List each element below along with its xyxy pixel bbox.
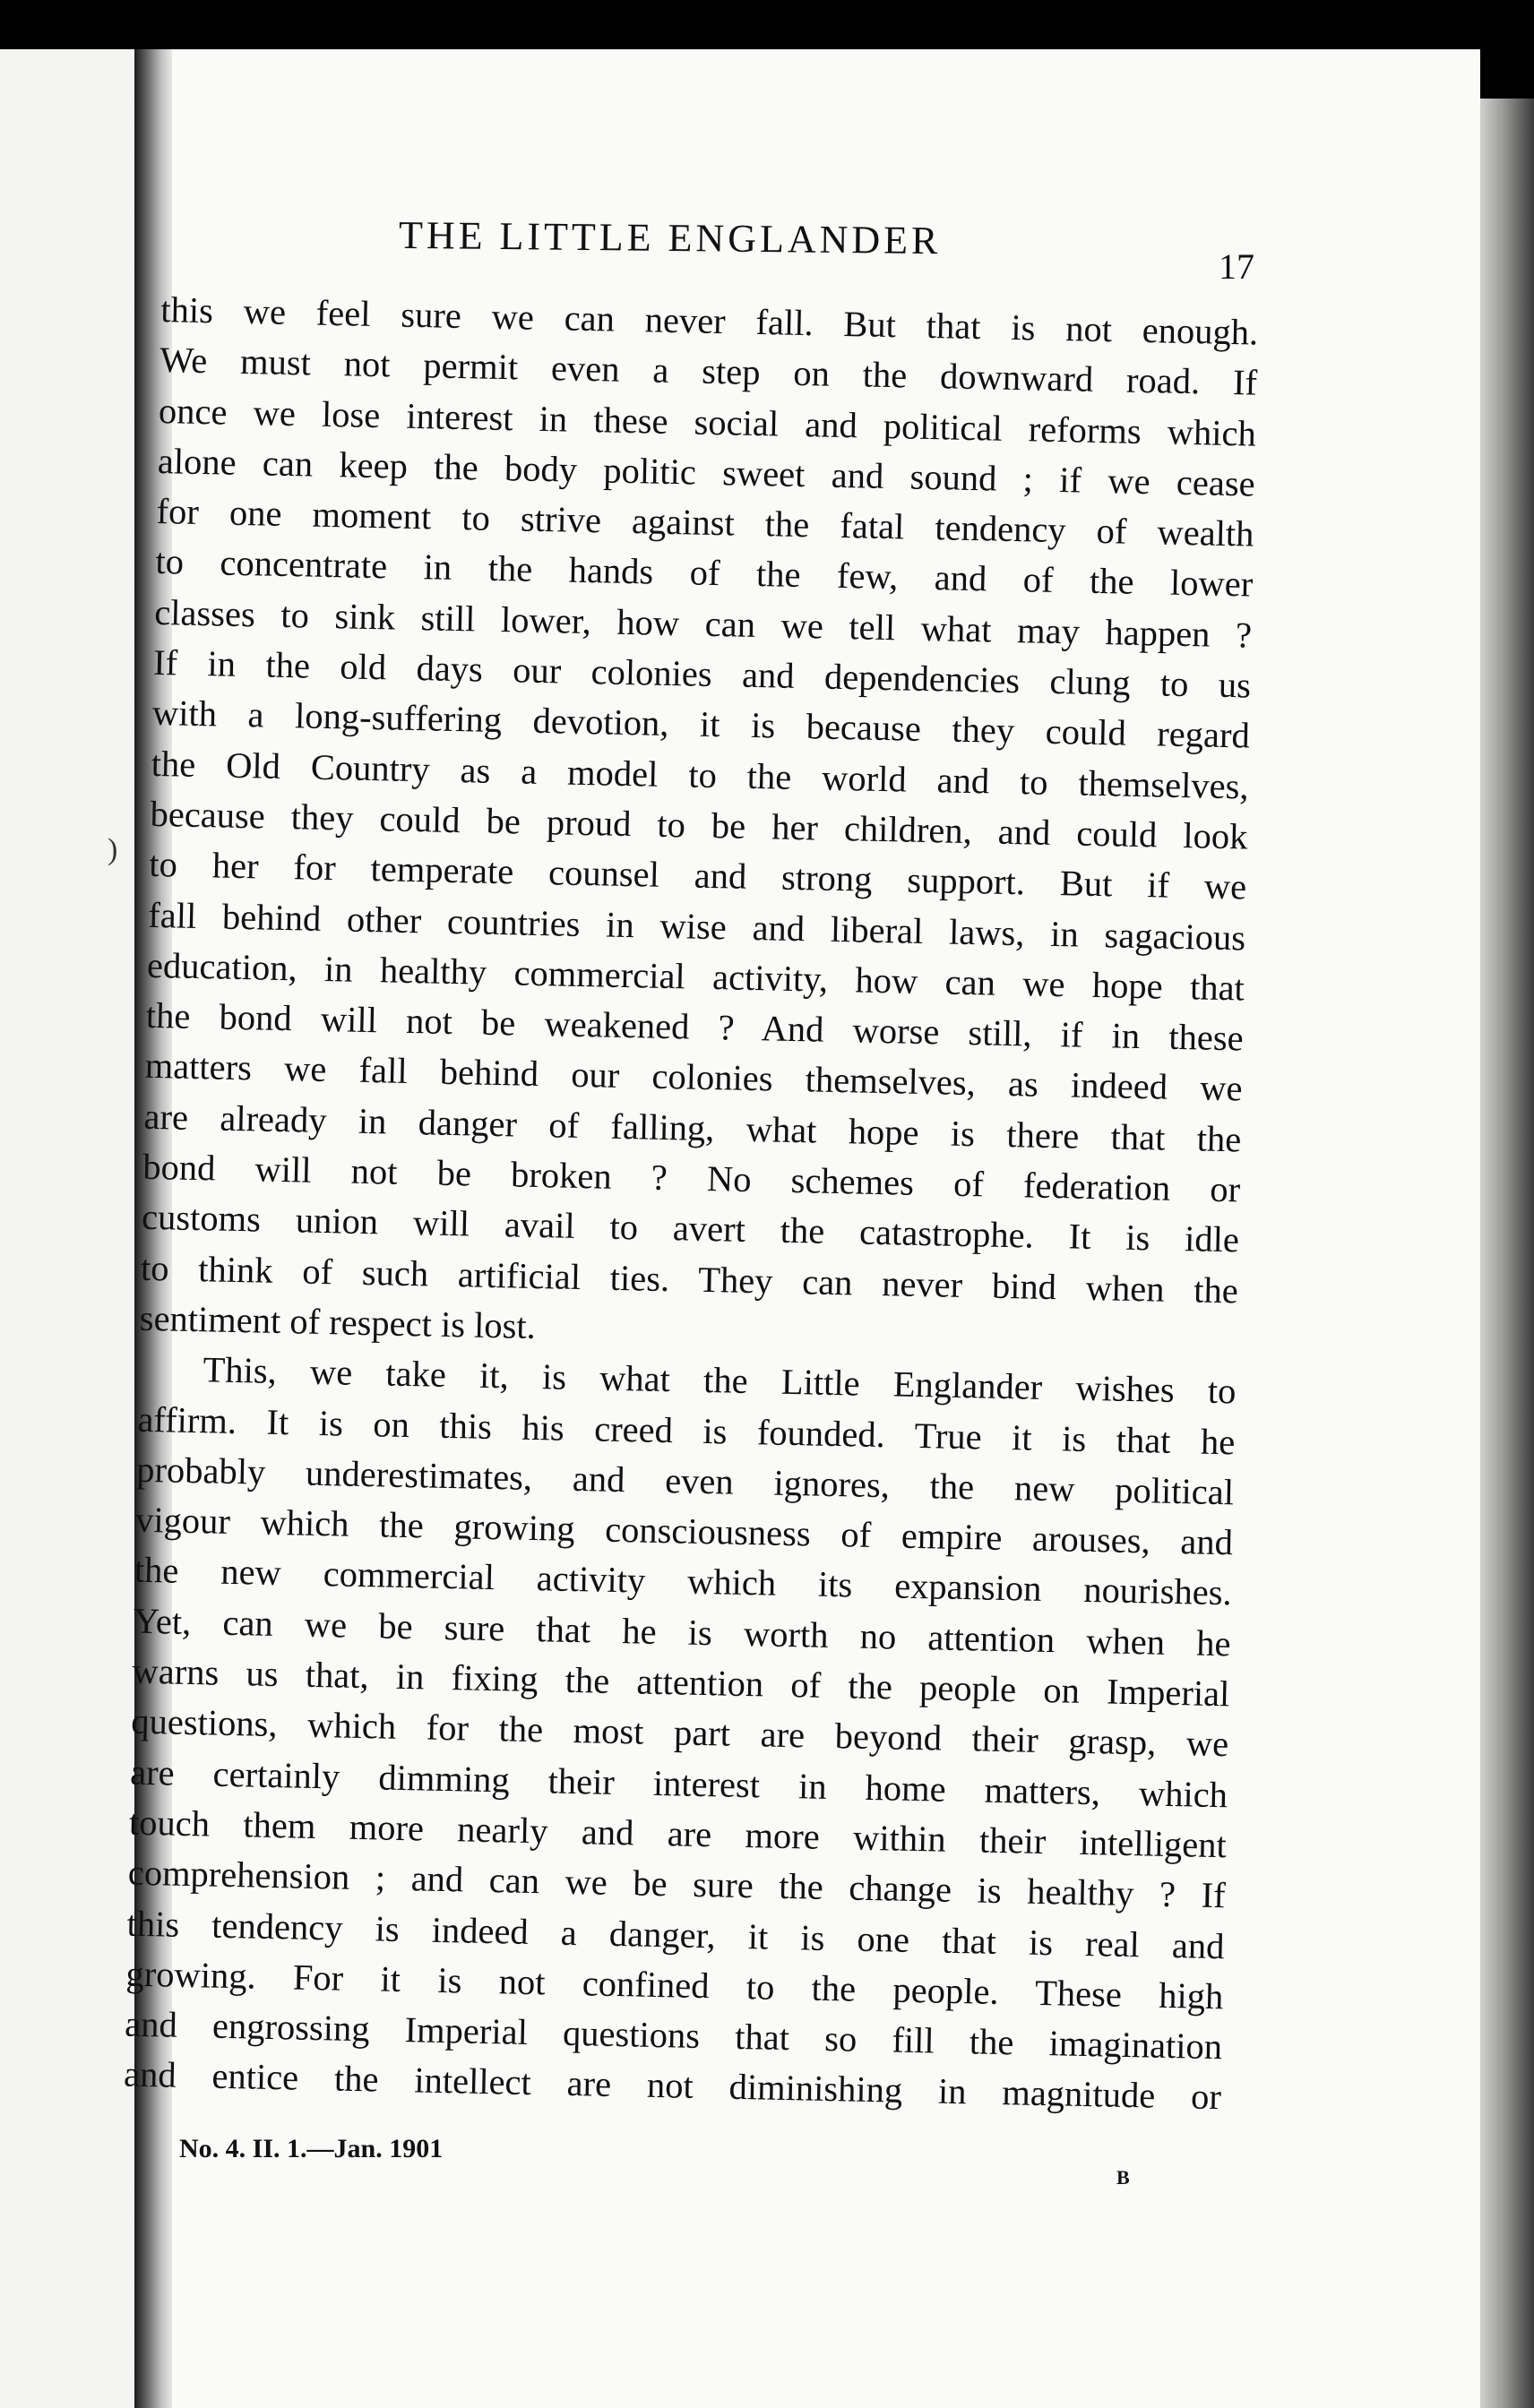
text-line: We must not permit even a step on the downward road. If <box>159 340 1258 403</box>
text-line: alone can keep the body politic sweet and sound ; if we cease <box>157 440 1256 504</box>
text-line: are already in danger of falling, what hope is there that the <box>143 1096 1242 1160</box>
gathering-letter: B <box>1116 2166 1130 2189</box>
text-line: fall behind other countries in wise and liberal laws, in sagacious <box>147 894 1246 959</box>
text-line: customs union will avail to avert the catastrophe. It is idle <box>141 1197 1240 1260</box>
text-line: because they could be proud to be her children, and could look <box>150 793 1248 857</box>
text-line: with a long-suffering devotion, it is because they could regard <box>151 692 1251 756</box>
text-line: for one moment to strive against the fatal tendency of wealth <box>156 491 1254 555</box>
signature-mark: No. 4. II. 1.—Jan. 1901 <box>179 2134 444 2163</box>
text-line: Yet, can we be sure that he is worth no attention when he <box>133 1600 1231 1664</box>
left-page-edge <box>0 49 134 2408</box>
text-line: warns us that, in fixing the attention of the people on Imperial <box>132 1650 1230 1715</box>
text-line: comprehension ; and can we be sure the change is healthy ? If <box>127 1852 1227 1916</box>
text-line: and entice the intellect are not diminishing in magnitude or <box>123 2053 1222 2118</box>
text-line: matters we fall behind our colonies themselves, as indeed we <box>144 1045 1243 1109</box>
text-line: classes to sink still lower, how can we tell what may happen ? <box>153 591 1253 656</box>
text-line: and engrossing Imperial questions that so fill the imagination <box>124 2003 1223 2068</box>
text-line: If in the old days our colonies and dependencies clung to us <box>152 641 1252 706</box>
text-line: touch them more nearly and are more within their intelligent <box>128 1802 1228 1866</box>
text-line: This, we take it, is what the Little Englander wishes to <box>203 1349 1237 1412</box>
text-line: this we feel sure we can never fall. But that is not enough. <box>159 288 1259 353</box>
margin-mark: ) <box>108 833 118 866</box>
paragraph-2 <box>124 1344 1237 2123</box>
paragraph-1 <box>139 285 1258 1367</box>
text-line: the new commercial activity which its expansion nourishes. <box>134 1550 1233 1613</box>
text-line: are certainly dimming their interest in home matters, which <box>129 1751 1228 1815</box>
text-line: to think of such artificial ties. They can never bind when the <box>140 1247 1239 1312</box>
text-line: the bond will not be weakened ? And worse still, if in these <box>145 994 1245 1059</box>
text-line: probably underestimates, and even ignores, the new political <box>135 1449 1235 1513</box>
body-text <box>124 285 1259 2123</box>
text-line: sentiment of respect is lost. <box>139 1297 537 1346</box>
text-line: vigour which the growing consciousness of empire arouses, and <box>134 1499 1234 1563</box>
text-line: affirm. It is on this his creed is founded. True it is that he <box>137 1398 1236 1462</box>
text-line: this tendency is indeed a danger, it is one that is real and <box>126 1903 1225 1966</box>
running-head: THE LITTLE ENGLANDER <box>398 212 942 263</box>
text-line: the Old Country as a model to the world and to themselves, <box>151 743 1250 807</box>
text-line: to her for temperate counsel and strong support. But if we <box>148 844 1247 907</box>
text-line: once we lose interest in these social and political reforms which <box>158 390 1257 454</box>
text-line: education, in healthy commercial activity, how can we hope that <box>146 944 1245 1009</box>
page-edge-shadow <box>1480 99 1534 2408</box>
text-line: bond will not be broken ? No schemes of federation or <box>142 1146 1241 1210</box>
text-line: questions, which for the most part are beyond their grasp, we <box>130 1700 1229 1765</box>
page-number: 17 <box>1219 246 1254 287</box>
text-line: growing. For it is not confined to the people. These high <box>125 1953 1224 2017</box>
text-line: to concentrate in the hands of the few, and of the lower <box>155 541 1254 606</box>
